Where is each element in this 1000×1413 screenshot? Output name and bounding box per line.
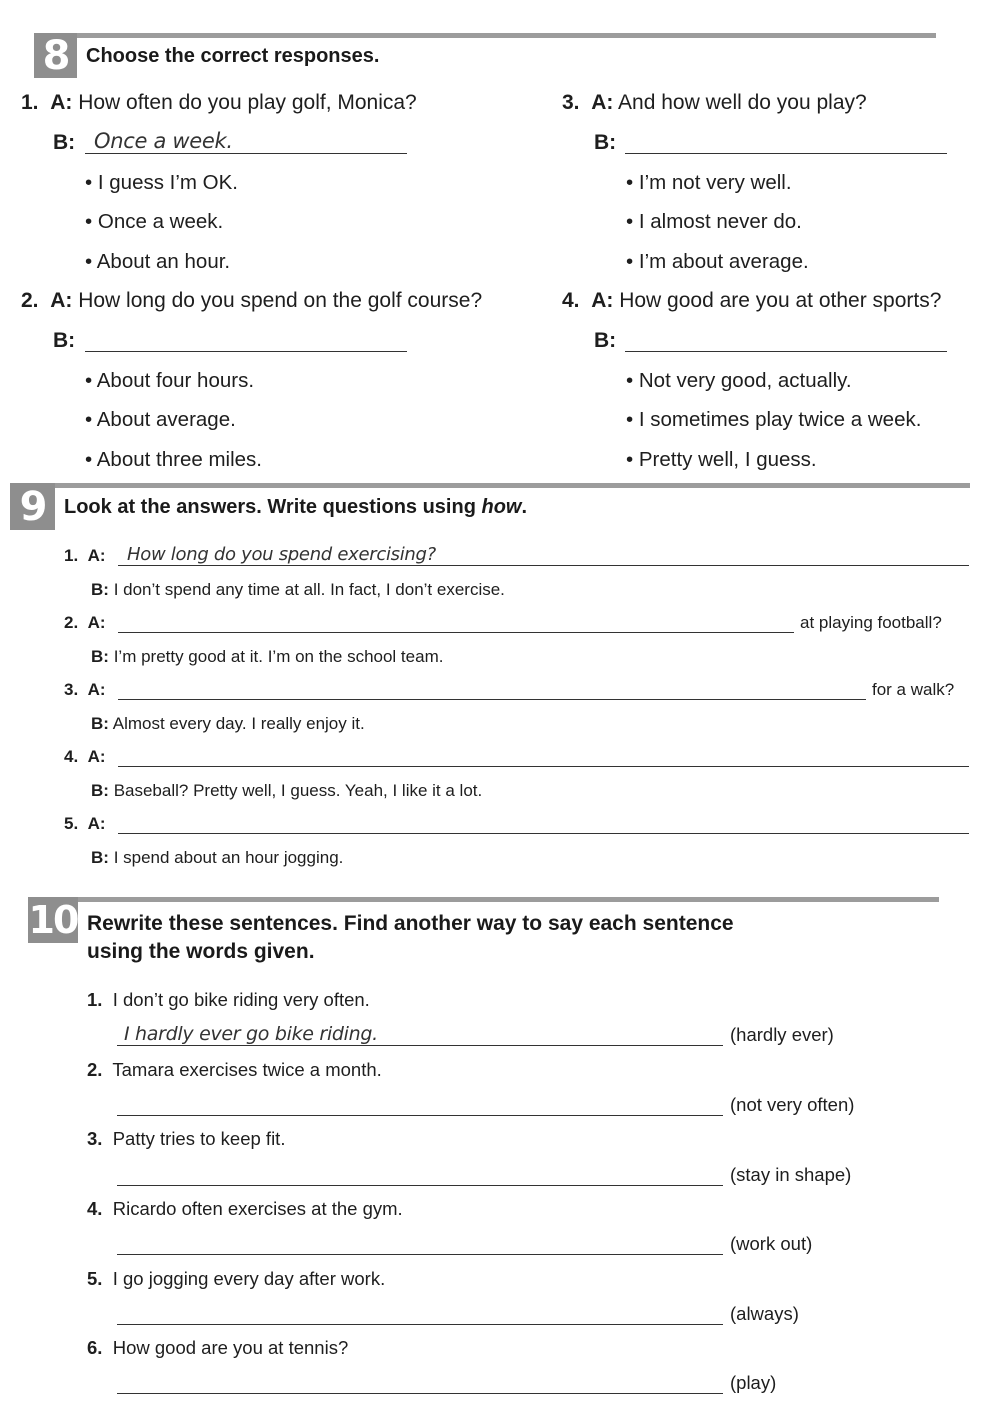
ex9-item-5-label: 5. A: [64, 814, 106, 833]
exercise-10-number: 10 [28, 898, 78, 942]
ex10-item-4-sentence: 4. Ricardo often exercises at the gym. [87, 1198, 403, 1219]
ex10-item-4-hint: (work out) [730, 1233, 813, 1254]
ex8-item-3-b-label: B: [594, 131, 617, 154]
ex9-item-4-answer-field[interactable] [118, 744, 969, 767]
ex8-item-2-option-1[interactable]: • About four hours. [85, 369, 255, 392]
exercise-8-title: Choose the correct responses. [86, 45, 380, 67]
ex8-item-1-option-3[interactable]: • About an hour. [85, 250, 231, 273]
ex8-item-4-option-1[interactable]: • Not very good, actually. [626, 369, 852, 392]
ex8-item-3-answer-field[interactable] [625, 129, 947, 154]
ex9-item-1-label: 1. A: [64, 546, 106, 565]
ex9-item-3-tail: for a walk? [872, 680, 955, 699]
exercise-10-title: Rewrite these sentences. Find another way to say each sentence using the words given. [87, 912, 734, 963]
ex10-item-2-sentence: 2. Tamara exercises twice a month. [87, 1059, 382, 1080]
ex10-item-5-sentence: 5. I go jogging every day after work. [87, 1268, 386, 1289]
ex8-item-4-b-label: B: [594, 329, 617, 352]
ex8-item-3-question: 3. A: And how well do you play? [562, 91, 867, 114]
ex8-item-1-b-label: B: [53, 131, 76, 154]
ex10-item-5-answer-field[interactable] [117, 1301, 723, 1325]
ex8-item-4-question: 4. A: How good are you at other sports? [562, 289, 942, 312]
ex8-item-2-b-label: B: [53, 329, 76, 352]
ex10-item-1-answer: I hardly ever go bike riding. [124, 1023, 378, 1045]
ex10-item-2-answer-field[interactable] [117, 1092, 723, 1116]
exercise-8-header-bar [34, 33, 936, 38]
ex9-item-2-label: 2. A: [64, 613, 106, 632]
ex9-item-1-b: B: I don’t spend any time at all. In fact, I don’t exercise. [91, 580, 505, 599]
ex8-item-2-answer-field[interactable] [85, 327, 407, 352]
ex10-item-6-hint: (play) [730, 1372, 777, 1393]
ex8-item-4-option-3[interactable]: • Pretty well, I guess. [626, 448, 817, 471]
ex10-item-2-hint: (not very often) [730, 1094, 855, 1115]
exercise-9-header-bar [10, 483, 970, 488]
ex9-item-4-b: B: Baseball? Pretty well, I guess. Yeah, I like it a lot. [91, 781, 483, 800]
ex10-item-3-answer-field[interactable] [117, 1162, 723, 1186]
ex9-item-3-answer-field[interactable] [118, 677, 866, 700]
ex10-item-1-sentence: 1. I don’t go bike riding very often. [87, 989, 370, 1010]
ex10-item-1-answer-field[interactable] [117, 1022, 723, 1046]
ex9-item-3-b: B: Almost every day. I really enjoy it. [91, 714, 365, 733]
ex9-item-2-b: B: I’m pretty good at it. I’m on the school team. [91, 647, 444, 666]
ex9-item-3-label: 3. A: [64, 680, 106, 699]
ex10-item-6-answer-field[interactable] [117, 1370, 723, 1394]
ex8-item-1-option-2[interactable]: • Once a week. [85, 210, 224, 233]
ex8-item-2-question: 2. A: How long do you spend on the golf course? [21, 289, 483, 312]
ex8-item-2-option-2[interactable]: • About average. [85, 408, 236, 431]
ex8-item-3-option-2[interactable]: • I almost never do. [626, 210, 802, 233]
ex9-item-2-answer-field[interactable] [118, 610, 794, 633]
ex8-item-3-option-3[interactable]: • I’m about average. [626, 250, 809, 273]
ex10-item-1-hint: (hardly ever) [730, 1024, 834, 1045]
ex8-item-4-answer-field[interactable] [625, 327, 947, 352]
ex8-item-3-option-1[interactable]: • I’m not very well. [626, 171, 792, 194]
ex10-item-4-answer-field[interactable] [117, 1231, 723, 1255]
ex10-item-3-sentence: 3. Patty tries to keep fit. [87, 1128, 286, 1149]
ex9-item-2-tail: at playing football? [800, 613, 942, 632]
ex9-item-5-b: B: I spend about an hour jogging. [91, 848, 344, 867]
ex9-item-4-label: 4. A: [64, 747, 106, 766]
ex8-item-1-answer: Once a week. [94, 129, 233, 153]
exercise-10-header-bar [28, 897, 939, 902]
ex10-item-5-hint: (always) [730, 1303, 799, 1324]
exercise-9-title: Look at the answers. Write questions using how. [64, 496, 528, 518]
ex8-item-1-answer-field[interactable] [85, 129, 407, 154]
ex8-item-2-option-3[interactable]: • About three miles. [85, 448, 262, 471]
ex9-item-5-answer-field[interactable] [118, 811, 969, 834]
ex8-item-4-option-2[interactable]: • I sometimes play twice a week. [626, 408, 922, 431]
ex9-item-1-answer-field[interactable] [118, 543, 969, 566]
exercise-9-number: 9 [10, 483, 55, 530]
ex8-item-1-option-1[interactable]: • I guess I’m OK. [85, 171, 239, 194]
ex10-item-3-hint: (stay in shape) [730, 1164, 852, 1185]
ex9-item-1-answer: How long do you spend exercising? [127, 544, 436, 565]
exercise-8-number: 8 [34, 33, 77, 78]
ex8-item-1-question: 1. A: How often do you play golf, Monica? [21, 91, 417, 114]
ex10-item-6-sentence: 6. How good are you at tennis? [87, 1337, 349, 1358]
